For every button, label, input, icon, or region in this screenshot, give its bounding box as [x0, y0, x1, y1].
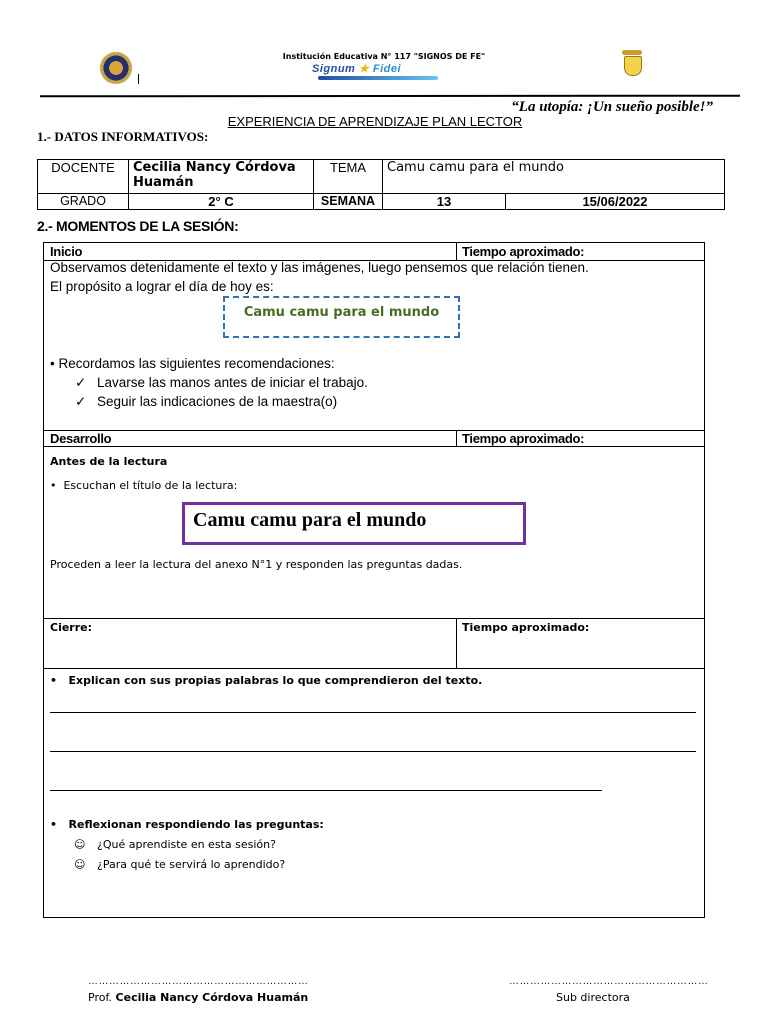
- institution-name: Institución Educativa N° 117 "SIGNOS DE FE": [282, 52, 486, 61]
- docente-value: Cecilia Nancy Córdova Huamán: [129, 160, 314, 194]
- fecha-value: 15/06/2022: [506, 194, 725, 210]
- info-table: [37, 159, 725, 210]
- signature-line-left: ………………………………………………………: [88, 976, 309, 987]
- separator-mark: [138, 74, 139, 84]
- bullet-icon: •: [50, 818, 69, 831]
- cierre-label: Cierre:: [50, 621, 93, 634]
- inicio-line-1: Observamos detenidamente el texto y las imágenes, luego pensemos que relación tienen.: [50, 260, 589, 275]
- star-icon: ★: [358, 63, 370, 75]
- antes-heading: Antes de la lectura: [50, 455, 168, 468]
- motto: “La utopía: ¡Un sueño posible!”: [511, 99, 713, 115]
- brand-part2: Fidei: [372, 63, 402, 75]
- semana-label: SEMANA: [314, 194, 383, 210]
- header-divider: [40, 95, 740, 98]
- escuchan-item: [50, 479, 237, 492]
- question-item-2: [74, 858, 285, 871]
- inicio-time-label: Tiempo aproximado:: [462, 244, 585, 259]
- explican-item: [50, 674, 482, 687]
- cierre-divider: [456, 618, 457, 668]
- section-1-heading: 1.- DATOS INFORMATIVOS:: [37, 129, 209, 144]
- question-item-1: [74, 838, 276, 851]
- answer-line-1: [50, 712, 696, 713]
- grado-value: 2° C: [129, 194, 314, 210]
- desarrollo-time-label: Tiempo aproximado:: [462, 431, 585, 446]
- inicio-divider: [456, 242, 457, 260]
- prof-name: Cecilia Nancy Córdova Huamán: [115, 991, 309, 1004]
- check-text-2: Seguir las indicaciones de la maestra(o): [97, 394, 338, 409]
- recommend-text: Recordamos las siguientes recomendaciones:: [58, 356, 335, 371]
- question-text-1: ¿Qué aprendiste en esta sesión?: [97, 838, 276, 851]
- section-2-heading: 2.- MOMENTOS DE LA SESIÓN:: [37, 218, 239, 234]
- signature-line-right: …………………………………………………: [509, 976, 709, 987]
- docente-label: DOCENTE: [38, 160, 129, 194]
- cierre-bottom-rule: [43, 668, 704, 669]
- smiley-icon: ☺: [74, 858, 86, 871]
- answer-line-3: [50, 790, 602, 791]
- session-table: [43, 242, 705, 918]
- bullet-icon: •: [50, 674, 69, 687]
- check-item-1: [75, 375, 368, 391]
- desarrollo-divider: [456, 430, 457, 446]
- purpose-text: Camu camu para el mundo: [243, 305, 440, 320]
- tema-label: TEMA: [314, 160, 383, 194]
- prof-prefix: Prof.: [88, 991, 113, 1004]
- bullet-icon: •: [50, 356, 59, 371]
- explican-text: Explican con sus propias palabras lo que comprendieron del texto.: [68, 674, 483, 687]
- semana-value: 13: [383, 194, 506, 210]
- smiley-icon: ☺: [74, 838, 86, 851]
- grado-label: GRADO: [38, 194, 129, 210]
- desarrollo-header-rule: [43, 446, 704, 447]
- teacher-signature: [88, 991, 308, 1004]
- checkmark-icon: ✓: [75, 394, 87, 409]
- check-text-1: Lavarse las manos antes de iniciar el trabajo.: [97, 375, 368, 390]
- signum-fidei-logo: [312, 62, 401, 75]
- brand-swoosh: [318, 76, 438, 80]
- cierre-time-label: Tiempo aproximado:: [462, 621, 590, 634]
- tema-value: Camu camu para el mundo: [383, 160, 725, 194]
- brand-part1: Signum: [312, 63, 356, 75]
- escuchan-text: Escuchan el título de la lectura:: [63, 479, 238, 492]
- reflexionan-text: Reflexionan respondiendo las preguntas:: [68, 818, 324, 831]
- desarrollo-top-rule: [43, 430, 704, 431]
- reading-title: Camu camu para el mundo: [193, 509, 427, 531]
- check-item-2: [75, 394, 337, 410]
- inicio-line-2: El propósito a lograr el día de hoy es:: [50, 279, 274, 294]
- recommend-item: [50, 356, 335, 371]
- proceden-text: Proceden a leer la lectura del anexo N°1 y responden las preguntas dadas.: [50, 558, 463, 571]
- document-title: EXPERIENCIA DE APRENDIZAJE PLAN LECTOR: [227, 114, 523, 129]
- cierre-top-rule: [43, 618, 704, 619]
- answer-line-2: [50, 751, 696, 752]
- checkmark-icon: ✓: [75, 375, 87, 390]
- desarrollo-label: Desarrollo: [50, 431, 112, 446]
- subdirector-signature: Sub directora: [556, 991, 630, 1004]
- question-text-2: ¿Para qué te servirá lo aprendido?: [97, 858, 286, 871]
- bullet-icon: •: [50, 479, 64, 492]
- inicio-label: Inicio: [50, 244, 83, 259]
- school-emblem-logo: [618, 50, 646, 78]
- reflexionan-item: [50, 818, 324, 831]
